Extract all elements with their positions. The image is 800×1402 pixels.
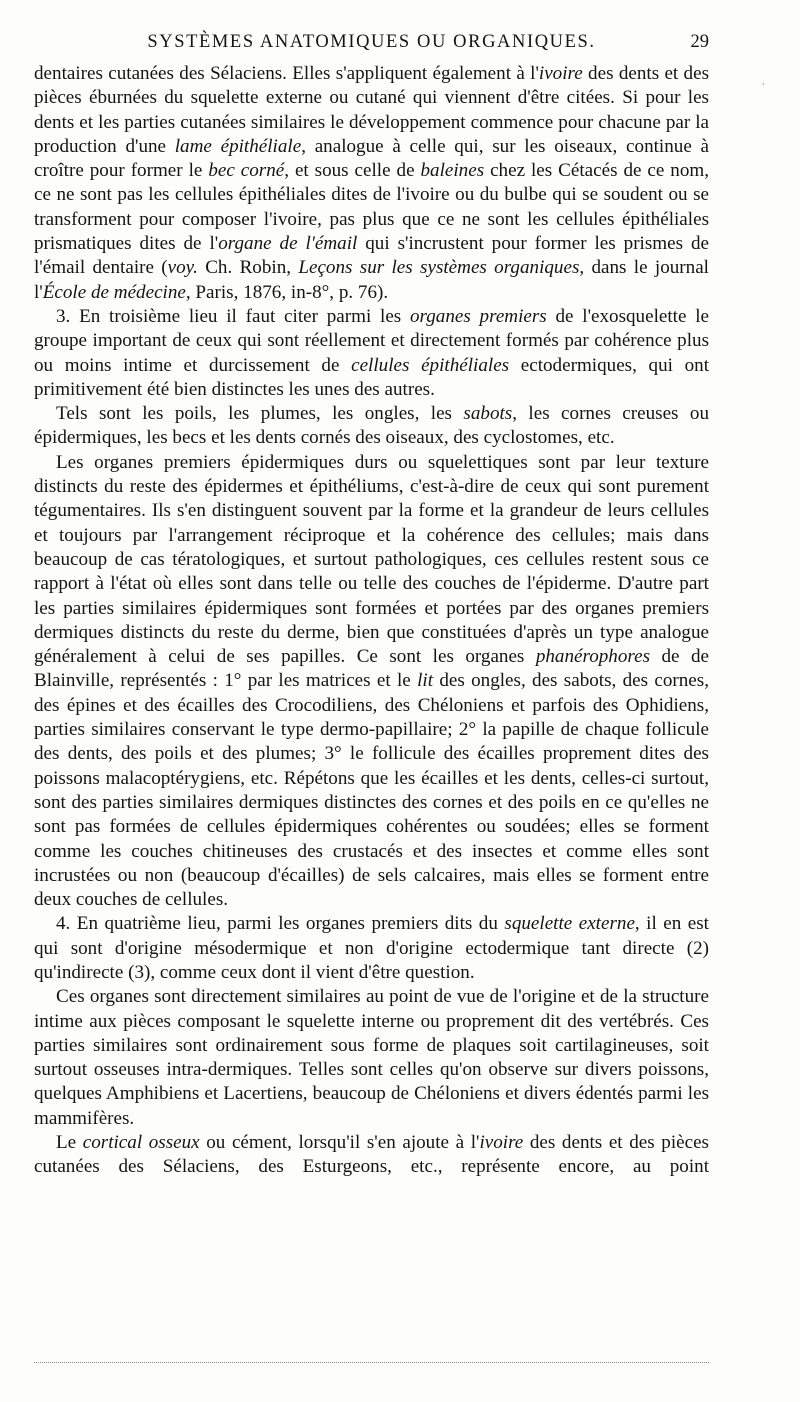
text-run: , il en est qui sont d'origine mésodermique et non d'origine ectodermique tant directe (2) qu'indirecte (3), comme ceux dont il vient d'être question. (34, 913, 709, 983)
text-run: Ces organes sont directement similaires au point de vue de l'origine et de la structure intime aux pièces composant le squelette interne ou proprement dit des vertébrés. Ces parties similaires sont ordinairement sous forme de plaques soit cartilagineuses, soit surtout osseuses intra-dermiques. Telles sont celles qu'on observe sur divers poissons, quelques Amphibiens et Lacertiens, beaucoup de Chéloniens et divers édentés parmi les mammifères. (34, 986, 709, 1129)
paragraph-fourth-point (34, 912, 709, 985)
paragraph-similar-organs (34, 985, 709, 1131)
text-run: des ongles, des sabots, des cornes, des épines et des écailles des Crocodiliens, des Chéloniens et parfois des Ophidiens, parties similaires conservant le type dermo-papillaire; 2° la papille de chaque follicule des dents, des poils et des plumes; 3° le follicule des écailles proprement dites des poissons malacoptérygiens, etc. Répétons que les écailles et les dents, celles-ci surtout, sont des parties similaires dermiques distinctes des cornes et des poils en ce qu'elles ne sont pas formées de cellules épidermiques cohérentes ou soudées; elles se forment comme les couches chitineuses des crustacés et des insectes et comme elles sont incrustées ou non (beaucoup d'écailles) de sels calcaires, mais elles se forment entre deux couches de cellules. (34, 670, 709, 911)
italic-term: École de médecine (42, 281, 186, 303)
body-text (34, 62, 709, 1180)
footer-dotted-rule (34, 1362, 709, 1363)
text-run: de l'exosquelette le groupe important de ceux qui sont réellement et directement formés par cohérence plus ou moins intime et durcissement de (34, 305, 709, 376)
italic-term: organes premiers (409, 305, 547, 327)
text-run: des dents et des pièces cutanées des Sélaciens, des Esturgeons, etc., représente encore, au point (34, 1132, 709, 1178)
italic-term: phanérophores (535, 646, 651, 668)
paragraph-ivory-continuation (34, 62, 709, 305)
italic-term: cortical osseux (82, 1132, 200, 1154)
paragraph-examples (34, 402, 709, 451)
text-run: chez les Cétacés de ce nom, ce ne sont pas les cellules épithéliales dites de l'ivoire ou du bulbe qui se soudent ou se transforment pour composer l'ivoire, pas plus que ce ne sont les cellules épithéliales prismatiques dites de l' (34, 160, 710, 255)
text-run: , dans le journal l' (34, 257, 709, 303)
italic-term: voy. (167, 257, 198, 279)
italic-term: Leçons sur les systèmes organiques (298, 257, 580, 279)
text-run: , et sous celle de (284, 160, 421, 182)
italic-term: cellules épithéliales (351, 354, 510, 376)
text-run: Le (56, 1132, 83, 1154)
text-run: des dents et des pièces éburnées du squelette externe ou cutané qui viennent d'être citées. Si pour les dents et les parties cutanées similaires le développement commence pour chacune par la production d'une (34, 63, 709, 157)
text-run: dentaires cutanées des Sélaciens. Elles s'appliquent également à l' (34, 63, 539, 84)
paragraph-third-point (34, 305, 709, 402)
text-run: Ch. Robin, (197, 257, 299, 279)
text-run: , les cornes creuses ou épidermiques, les becs et les dents cornés des oiseaux, des cyclostomes, etc. (34, 403, 709, 449)
margin-speck: , (762, 76, 765, 87)
text-run: qui s'incrustent pour former les prismes de l'émail dentaire ( (34, 233, 709, 279)
italic-term: sabots (463, 403, 513, 425)
page-header (34, 30, 709, 54)
paragraph-cortical-osseux (34, 1131, 709, 1180)
italic-term: ivoire (538, 63, 583, 84)
text-run: ectodermiques, qui ont primitivement été bien distinctes les unes des autres. (34, 354, 709, 400)
italic-term: lit (417, 670, 434, 692)
text-run: , analogue à celle qui, sur les oiseaux, continue à croître pour former le (34, 135, 709, 182)
italic-term: ivoire (479, 1132, 524, 1154)
text-run: ou cément, lorsqu'il s'en ajoute à l' (199, 1132, 480, 1154)
text-run: 3. En troisième lieu il faut citer parmi les (56, 305, 410, 327)
paragraph-epidermal-organs (34, 451, 709, 913)
running-title: SYSTÈMES ANATOMIQUES OU ORGANIQUES. (147, 32, 596, 52)
italic-term: lame épithéliale (174, 135, 302, 157)
text-run: Tels sont les poils, les plumes, les ongles, les (56, 403, 464, 425)
italic-term: organe de l'émail (218, 233, 358, 255)
italic-term: squelette externe (504, 913, 635, 935)
italic-term: bec corné (208, 160, 285, 182)
text-run: de de Blainville, représentés : 1° par les matrices et le (34, 646, 709, 692)
text-run: 4. En quatrième lieu, parmi les organes premiers dits du (56, 913, 505, 935)
page-number: 29 (690, 32, 709, 52)
text-run: Les organes premiers épidermiques durs ou squelettiques sont par leur texture distincts du reste des épidermes et épithéliums, c'est-à-dire de ceux qui sont purement tégumentaires. Ils s'en distinguent souvent par la forme et la grandeur de leurs cellules et toujours par l'arrangement réciproque et la cohérence des cellules; mais dans beaucoup de cas tératologiques, et surtout pathologiques, ces cellules restent sous ce rapport à l'état où elles sont dans telle ou telle des couches de l'épiderme. D'autre part les parties similaires épidermiques sont formées et portées par des organes premiers dermiques distincts du reste du derme, bien que constituées d'après un type analogue généralement à celui de ses papilles. Ce sont les organes (34, 451, 709, 668)
text-run: , Paris, 1876, in-8°, p. 76). (185, 281, 389, 303)
italic-term: baleines (420, 160, 485, 182)
